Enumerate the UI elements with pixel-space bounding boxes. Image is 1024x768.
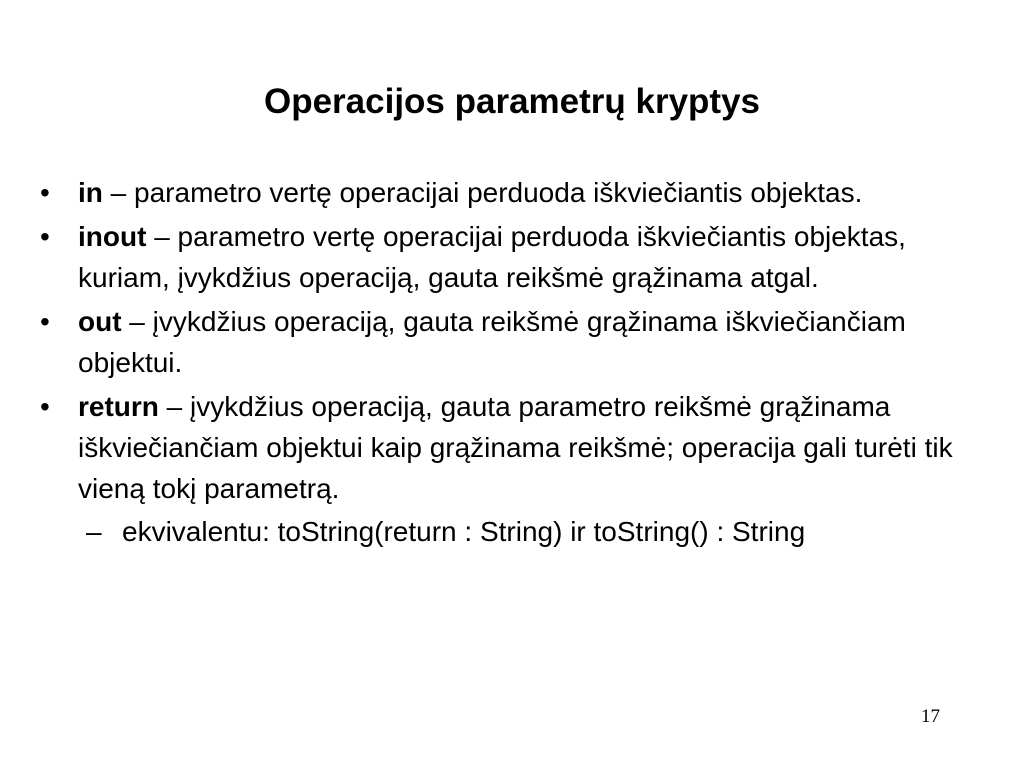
term-return: return: [78, 391, 159, 422]
sub-bullet-text: ekvivalentu: toString(return : String) ir toString() : String: [122, 516, 806, 547]
bullet-dot-icon: •: [40, 177, 50, 208]
bullet-item-return: [40, 386, 990, 552]
bullet-dot-icon: •: [40, 221, 50, 252]
term-inout: inout: [78, 221, 147, 252]
bullet-text-inout: – parametro vertę operacijai perduoda iškviečiantis objektas, kuriam, įvykdžius operaciją, gauta reikšmė grąžinama atgal.: [78, 221, 906, 293]
term-in: in: [78, 177, 103, 208]
sub-bullet-dash-icon: –: [86, 516, 102, 547]
bullet-dot-icon: •: [40, 391, 50, 422]
term-out: out: [78, 306, 122, 337]
bullet-text-return: – įvykdžius operaciją, gauta parametro reikšmė grąžinama iškviečiančiam objektui kaip grąžinama reikšmė; operacija gali turėti tik vieną tokį parametrą.: [78, 391, 953, 504]
bullet-item-out: [40, 301, 990, 383]
slide-title: Operacijos parametrų kryptys: [263, 82, 761, 121]
bullet-text-out: – įvykdžius operaciją, gauta reikšmė grąžinama iškviečiančiam objektui.: [78, 306, 906, 378]
bullet-dot-icon: •: [40, 306, 50, 337]
bullet-text-in: – parametro vertę operacijai perduoda iškviečiantis objektas.: [102, 177, 863, 208]
sub-bullet-item: [40, 511, 990, 552]
bullet-item-inout: [40, 216, 990, 298]
bullet-list: [40, 172, 990, 555]
page-number: 17: [921, 706, 940, 727]
bullet-item-in: [40, 172, 990, 213]
